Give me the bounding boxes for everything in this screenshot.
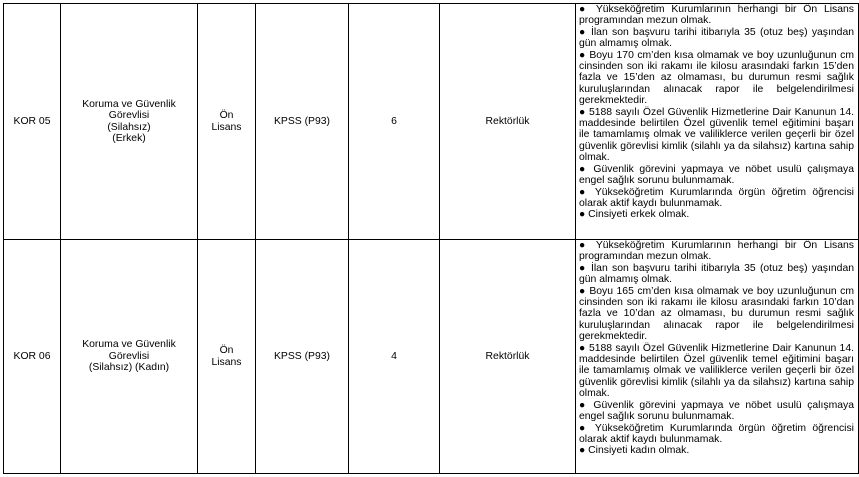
requirement-item: ● Cinsiyeti kadın olmak. (579, 445, 690, 457)
requirement-item: ● Yükseköğretim Kurumlarında örgün öğretim öğrencisi olarak aktif kaydı bulunmamak. (579, 422, 854, 445)
position-title-line: (Silahsız) (107, 121, 151, 133)
quota-count: 6 (349, 4, 440, 240)
position-title-line: (Silahsız) (Kadın) (88, 362, 170, 374)
table-row (4, 240, 859, 474)
requirement-item: ● Boyu 165 cm’den kısa olmamak ve boy uzunluğunun cm cinsinden son iki rakamı ile kilosu arasındaki farkın 10’dan fazla ve 10’dan az olmaması, bu durumun resmi sağlık kuruluşlarından alınacak rapor ile belgelendirilmesi gerekmektedir. (579, 285, 854, 343)
requirements-cell (576, 4, 859, 240)
exam-type: KPSS (P93) (256, 240, 349, 474)
requirement-item: ● Yükseköğretim Kurumlarının herhangi bir Ön Lisans programından mezun olmak. (579, 240, 854, 263)
requirement-item: ● Güvenlik görevini yapmaya ve nöbet usulü çalışmaya engel sağlık sorunu bulunmamak. (579, 399, 854, 423)
unit-name: Rektörlük (440, 4, 576, 240)
education-line: Lisans (211, 121, 242, 133)
quota-count: 4 (349, 240, 440, 474)
position-code: KOR 05 (4, 4, 61, 240)
education-level (198, 240, 256, 474)
position-title-line: Görevlisi (108, 110, 150, 122)
education-line: Ön (219, 345, 234, 357)
requirement-item: ● İlan son başvuru tarihi itibarıyla 35 (otuz beş) yaşından gün almamış olmak. (579, 262, 854, 286)
education-line: Lisans (211, 356, 242, 368)
position-code: KOR 06 (4, 240, 61, 474)
requirement-item: ● İlan son başvuru tarihi itibarıyla 35 (otuz beş) yaşından gün almamış olmak. (579, 26, 854, 50)
requirement-item: ● Boyu 170 cm’den kısa olmamak ve boy uzunluğunun cm cinsinden son iki rakamı ile kilosu arasındaki farkın 15’den fazla ve 15’den az olmaması, bu durumun resmi sağlık kuruluşlarından alınacak rapor ile belgelendirilmesi gerekmektedir. (579, 49, 854, 107)
education-level (198, 4, 256, 240)
requirement-item: ● 5188 sayılı Özel Güvenlik Hizmetlerine Dair Kanunun 14. maddesinde belirtilen Özel güvenlik temel eğitimini başarı ile tamamlamış olmak ve valiliklerce verilen geçerli bir özel güvenlik görevlisi kimlik (silahlı ya da silahsız) kartına sahip olmak. (579, 342, 854, 400)
unit-name: Rektörlük (440, 240, 576, 474)
position-title-line: Koruma ve Güvenlik (82, 98, 176, 110)
education-line: Ön (219, 110, 234, 122)
position-title-line: Görevlisi (108, 350, 150, 362)
requirement-item: ● Yükseköğretim Kurumlarının herhangi bir Ön Lisans programından mezun olmak. (579, 4, 854, 27)
table-row (4, 4, 859, 240)
position-title (61, 240, 198, 474)
position-title (61, 4, 198, 240)
requirements-cell (576, 240, 859, 474)
requirement-item: ● Cinsiyeti erkek olmak. (579, 209, 690, 221)
position-title-line: Koruma ve Güvenlik (82, 339, 176, 351)
requirement-item: ● Güvenlik görevini yapmaya ve nöbet usulü çalışmaya engel sağlık sorunu bulunmamak. (579, 163, 854, 187)
exam-type: KPSS (P93) (256, 4, 349, 240)
position-title-line: (Erkek) (112, 132, 146, 144)
positions-table (3, 3, 859, 474)
requirement-item: ● 5188 sayılı Özel Güvenlik Hizmetlerine Dair Kanunun 14. maddesinde belirtilen Özel güvenlik temel eğitimini başarı ile tamamlamış olmak ve valiliklerce verilen geçerli bir özel güvenlik görevlisi kimlik (silahlı ya da silahsız) kartına sahip olmak. (579, 106, 854, 164)
requirement-item: ● Yükseköğretim Kurumlarında örgün öğretim öğrencisi olarak aktif kaydı bulunmamak. (579, 186, 854, 209)
